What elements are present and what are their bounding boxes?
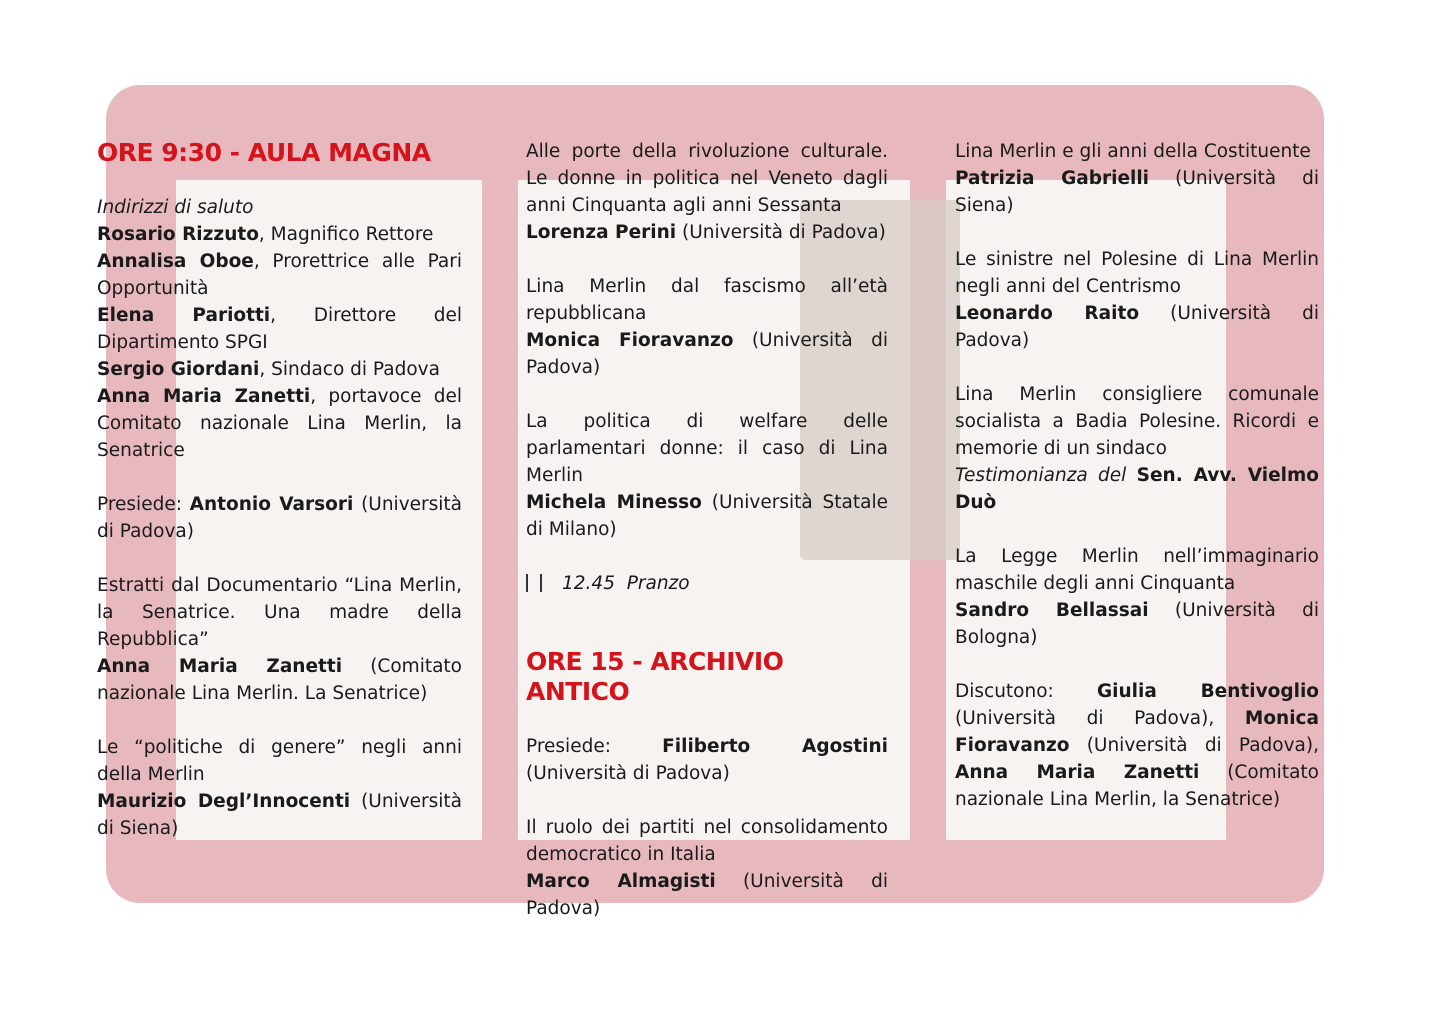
speaker-affil: (Università di Padova): [526, 871, 888, 919]
talk-title: La Legge Merlin nell’immaginario maschile degli anni Cinquanta: [955, 546, 1319, 594]
speaker-name: Marco Almagisti: [526, 871, 716, 892]
speaker-affil: (Università di Bologna): [955, 600, 1319, 648]
speaker-name: Sandro Bellassai: [955, 600, 1149, 621]
chair-affil: (Università di Padova): [526, 763, 730, 784]
speaker-name: Lorenza Perini: [526, 222, 677, 243]
lunch-text: 12.45 Pranzo: [562, 573, 690, 594]
talk-title: Estratti dal Documentario “Lina Merlin, la Senatrice. Una madre della Repubblica”: [97, 575, 462, 650]
speaker-affil: (Comitato nazionale Lina Merlin. La Senatrice): [97, 656, 462, 704]
chair-prefix: Presiede:: [97, 494, 190, 515]
discussant-affil: (Università di Padova),: [955, 708, 1245, 729]
chair-name: Filiberto Agostini: [662, 736, 889, 757]
talk-title: Le sinistre nel Polesine di Lina Merlin negli anni del Centrismo: [955, 249, 1319, 297]
speaker-affil: (Università di Padova): [526, 330, 888, 378]
greeting-role: , portavoce del Comitato nazionale Lina Merlin, la Senatrice: [97, 386, 462, 461]
greeting-name: Anna Maria Zanetti: [97, 386, 311, 407]
column-afternoon: [955, 138, 1319, 840]
discussants-block: [955, 678, 1319, 813]
talk-block: [97, 572, 462, 707]
greetings-label: Indirizzi di saluto: [97, 197, 254, 218]
column-morning-2: [526, 138, 888, 949]
testimony-label: Testimonianza del: [955, 465, 1137, 486]
greeting-name: Annalisa Oboe: [97, 251, 254, 272]
talk-title: Lina Merlin consigliere comunale socialista a Badia Polesine. Ricordi e memorie di un sindaco: [955, 384, 1319, 459]
talk-block: [955, 381, 1319, 516]
greeting-name: Sergio Giordani: [97, 359, 260, 380]
lunch-line: [526, 570, 888, 597]
section-heading-morning: ORE 9:30 - AULA MAGNA: [97, 138, 431, 167]
speaker-name: Leonardo Raito: [955, 303, 1140, 324]
talk-block: [526, 138, 888, 246]
talk-block: [97, 734, 462, 842]
chair-affil: (Università di Padova): [97, 494, 463, 542]
discussant-affil: (Comitato nazionale Lina Merlin, la Senatrice): [955, 762, 1319, 810]
chair-block: [526, 733, 888, 787]
talk-block: [526, 273, 888, 381]
greetings-block: [97, 194, 462, 464]
greeting-role: , Prorettrice alle Pari Opportunità: [97, 251, 462, 299]
greeting-role: , Direttore del Dipartimento SPGI: [97, 305, 462, 353]
speaker-affil: (Università di Siena): [97, 791, 463, 839]
background-band-left: [482, 120, 518, 880]
greeting-role: , Magnifico Rettore: [258, 224, 434, 245]
greeting-name: Rosario Rizzuto: [97, 224, 259, 245]
discussant-name: Anna Maria Zanetti: [955, 762, 1200, 783]
speaker-name: Sen. Avv. Vielmo Duò: [955, 465, 1319, 513]
talk-title: Alle porte della rivoluzione culturale. Le donne in politica nel Veneto dagli anni Cinquanta agli anni Sessanta: [526, 141, 888, 216]
talk-block: [526, 814, 888, 922]
greeting-name: Elena Pariotti: [97, 305, 271, 326]
speaker-name: Monica Fioravanzo: [526, 330, 734, 351]
speaker-affil: (Università di Siena): [955, 168, 1319, 216]
greeting-role: , Sindaco di Padova: [259, 359, 440, 380]
chair-block: [97, 491, 462, 545]
discussant-name: Monica Fioravanzo: [955, 708, 1319, 756]
column-morning-1: [97, 138, 462, 869]
speaker-name: Michela Minesso: [526, 492, 702, 513]
talk-title: La politica di welfare delle parlamentari donne: il caso di Lina Merlin: [526, 411, 888, 486]
discussant-name: Giulia Bentivoglio: [1096, 681, 1319, 702]
speaker-affil: (Università di Padova): [955, 303, 1320, 351]
talk-block: [955, 138, 1319, 219]
speaker-name: Patrizia Gabrielli: [955, 168, 1150, 189]
speaker-affil: (Università Statale di Milano): [526, 492, 888, 540]
disc-prefix: Discutono:: [955, 681, 1097, 702]
talk-title: Lina Merlin e gli anni della Costituente: [955, 141, 1311, 162]
talk-title: Le “politiche di genere” negli anni della Merlin: [97, 737, 462, 785]
talk-block: [955, 246, 1319, 354]
speaker-affil: (Università di Padova): [676, 222, 886, 243]
section-heading-afternoon: ORE 15 - ARCHIVIO ANTICO: [526, 647, 784, 706]
chair-name: Antonio Varsori: [189, 494, 354, 515]
talk-title: Il ruolo dei partiti nel consolidamento democratico in Italia: [526, 817, 888, 865]
speaker-name: Anna Maria Zanetti: [97, 656, 343, 677]
talk-block: [526, 408, 888, 543]
talk-title: Lina Merlin dal fascismo all’età repubblicana: [526, 276, 888, 324]
cutlery-icon: [526, 574, 542, 592]
chair-prefix: Presiede:: [526, 736, 663, 757]
discussant-affil: (Università di Padova),: [1069, 735, 1319, 756]
speaker-name: Maurizio Degl’Innocenti: [97, 791, 351, 812]
talk-block: [955, 543, 1319, 651]
